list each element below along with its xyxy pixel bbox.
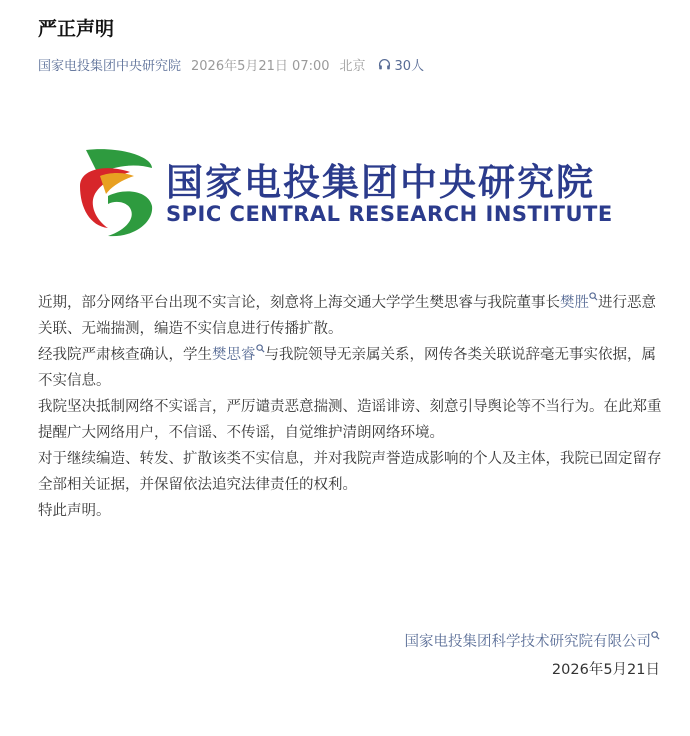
search-link-fan-sheng[interactable]: 樊胜	[560, 295, 589, 311]
search-icon[interactable]	[256, 344, 265, 353]
spic-logo-icon	[78, 146, 156, 242]
article-title: 严正声明	[38, 18, 115, 40]
paragraph-5: 特此声明。	[38, 503, 111, 519]
signature-org-link[interactable]: 国家电投集团科学技术研究院有限公司	[404, 634, 651, 650]
publish-location: 北京	[339, 59, 366, 74]
search-icon[interactable]	[651, 631, 660, 640]
headphones-icon	[378, 58, 391, 71]
signature-date: 2026年5月21日	[551, 662, 660, 678]
paragraph-2: 经我院严肃核查确认，学生樊思睿 与我院领导无亲属关系，网传各类关联说辞毫无事实依据，属不实信息。	[38, 342, 668, 394]
paragraph-3: 我院坚决抵制网络不实谣言，严厉谴责恶意揣测、造谣诽谤、刻意引导舆论等不当行为。在此郑重提醒广大网络用户，不信谣、不传谣，自觉维护清朗网络环境。	[38, 399, 662, 441]
article-body	[38, 290, 668, 524]
banner-name-cn: 国家电投集团中央研究院	[166, 161, 595, 204]
listen-count: 30人	[394, 59, 425, 74]
listen-button[interactable]	[378, 55, 425, 74]
search-icon[interactable]	[589, 292, 598, 301]
publish-datetime: 2026年5月21日 07:00	[191, 59, 330, 74]
paragraph-4: 对于继续编造、转发、扩散该类不实信息，并对我院声誉造成影响的个人及主体，我院已固定留存全部相关证据，并保留依法追究法律责任的权利。	[38, 451, 662, 493]
banner-name-en: SPIC CENTRAL RESEARCH INSTITUTE	[166, 202, 613, 226]
account-name-link[interactable]: 国家电投集团中央研究院	[38, 59, 182, 74]
article-meta	[38, 55, 424, 74]
signature-block	[405, 628, 661, 684]
paragraph-1: 近期，部分网络平台出现不实言论，刻意将上海交通大学学生樊思睿与我院董事长樊胜 进行恶意关联、无端揣测，编造不实信息进行传播扩散。	[38, 290, 668, 342]
institute-banner-image	[78, 146, 628, 246]
search-link-fan-sirui[interactable]: 樊思睿	[212, 347, 256, 363]
